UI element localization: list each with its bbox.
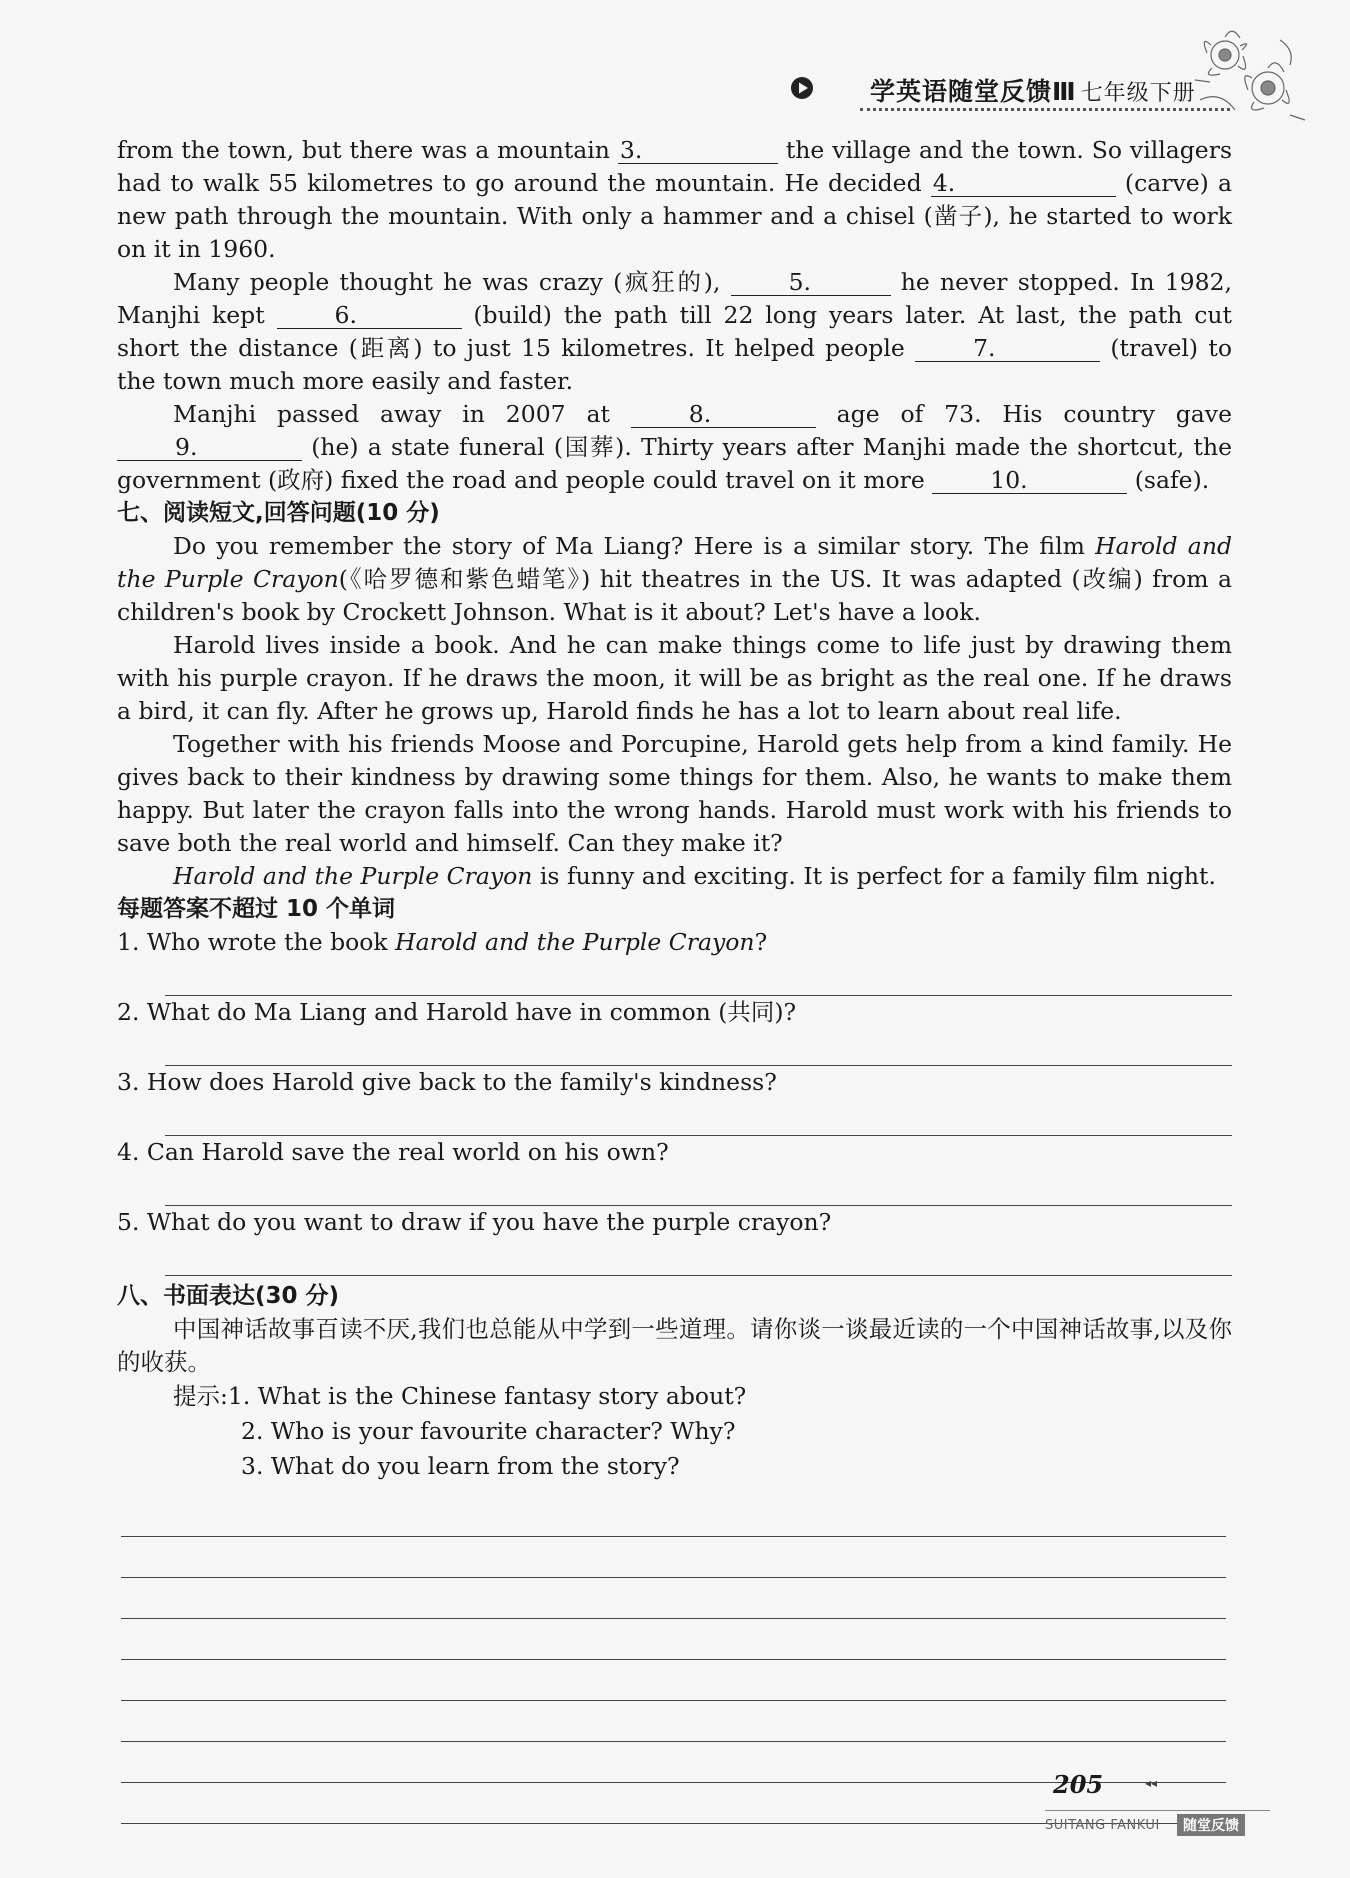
passage-paragraph-3 [117,398,1232,497]
answer-blank-8[interactable] [631,401,816,428]
question-2: 2. What do Ma Liang and Harold have in common (共同)? [117,998,797,1026]
book-title [870,72,1196,108]
answer-blank-7[interactable] [915,335,1100,362]
section-7-heading: 七、阅读短文,回答问题(10 分) [117,500,440,526]
passage-text: age of 73. His country gave [815,400,1232,428]
answer-line-4[interactable] [165,1169,1232,1206]
question-3: 3. How does Harold give back to the family's kindness? [117,1068,777,1096]
worksheet-content [117,134,1232,1824]
writing-hint-2: 2. Who is your favourite character? Why? [241,1417,736,1445]
footer-rule [1045,1810,1270,1811]
passage-text: (travel) to the town much more easily and faster. [117,334,1232,395]
passage-text: (safe). [1127,466,1210,494]
passage-text: he never stopped. In 1982, Manjhi kept [117,268,1232,329]
blank-number: 8. [688,400,712,428]
passage-text: (carve) a new path through the mountain. With only a hammer and a chisel (凿子), he started to work on it in 1960. [117,169,1232,263]
passage-text: (he) a state funeral (国葬). Thirty years after Manjhi made the shortcut, the government (政府) fixed the road and people could travel on it more [117,433,1232,494]
passage-text: Manjhi passed away in 2007 at [173,400,631,428]
question-text: ? [754,928,768,956]
film-title: Harold and the Purple Crayon [173,862,533,890]
blank-number: 3. [619,136,643,164]
writing-line[interactable] [121,1619,1226,1660]
writing-hint-1: 提示:1. What is the Chinese fantasy story about? [173,1382,747,1410]
answer-line-5[interactable] [165,1239,1232,1276]
answer-instruction: 每题答案不超过 10 个单词 [117,896,396,922]
blank-number: 10. [990,466,1028,494]
passage-text: from the town, but there was a mountain [117,136,618,164]
answer-blank-6[interactable] [277,302,462,329]
blank-number: 5. [788,268,811,296]
flower-decoration-icon [1180,20,1310,130]
question-1 [117,926,1232,959]
grade-label: 七年级下册 [1080,81,1196,106]
reading-text: is funny and exciting. It is perfect for a family film night. [532,862,1216,890]
question-4: 4. Can Harold save the real world on his own? [117,1138,669,1166]
blank-number: 4. [932,169,956,197]
writing-line[interactable] [121,1496,1226,1537]
answer-blank-4[interactable] [931,170,1116,197]
passage-text: the village and the town. So villagers had to walk 55 kilometres to go around the mountain. He decided [117,136,1233,197]
question-text: 1. Who wrote the book [117,928,396,956]
reading-paragraph-1 [117,530,1232,629]
passage-text: (build) the path till 22 long years later. At last, the path cut short the distance (距离) to just 15 kilometres. It helped people [117,301,1232,362]
answer-blank-3[interactable] [618,137,778,164]
book-title-italic: Harold and the Purple Crayon [395,928,755,956]
blank-number: 6. [334,301,357,329]
page-number: 205 [1053,1770,1104,1799]
back-arrows-icon: ◂◂ [1145,1776,1158,1790]
passage-paragraph-1 [117,134,1232,266]
blank-number: 9. [175,433,198,461]
reading-paragraph-3: Together with his friends Moose and Porcupine, Harold gets help from a kind family. He gives back to their kindness by drawing some things for them. Also, he wants to make them happy. But later the crayon falls into the wrong hands. Harold must work with his friends to save both the real world and himself. Can they make it? [117,730,1232,857]
section-8-heading: 八、书面表达(30 分) [117,1283,340,1309]
passage-text: Many people thought he was crazy (疯狂的), [173,268,731,296]
writing-line[interactable] [121,1701,1226,1742]
passage-paragraph-2 [117,266,1232,398]
answer-line-3[interactable] [165,1099,1232,1136]
play-circle-icon [790,76,814,100]
book-title-text: 学英语随堂反馈Ⅲ [870,77,1077,106]
writing-prompt: 中国神话故事百读不厌,我们也总能从中学到一些道理。请你谈一谈最近读的一个中国神话故事,以及你的收获。 [117,1315,1232,1376]
answer-blank-5[interactable] [731,269,891,296]
reading-text: (《哈罗德和紫色蜡笔》) hit theatres in the US. It was adapted (改编) from a children's book by Crockett Johnson. What is it about? Let's have a look. [117,565,1232,626]
footer-pinyin: SUITANG FANKUI [1045,1818,1160,1833]
reading-paragraph-4 [117,860,1232,893]
reading-text: Do you remember the story of Ma Liang? Here is a similar story. The film [173,532,1096,560]
answer-line-1[interactable] [165,959,1232,996]
question-5: 5. What do you want to draw if you have the purple crayon? [117,1208,832,1236]
writing-hint-3: 3. What do you learn from the story? [241,1452,680,1480]
blank-number: 7. [973,334,996,362]
reading-paragraph-2: Harold lives inside a book. And he can make things come to life just by drawing them with his purple crayon. If he draws the moon, it will be as bright as the real one. If he draws a bird, it can fly. After he grows up, Harold finds he has a lot to learn about real life. [117,631,1232,725]
page-footer [1045,1770,1285,1860]
header-dotted-rule [860,108,1230,111]
footer-tag: 随堂反馈 [1177,1814,1245,1836]
writing-line[interactable] [121,1537,1226,1578]
film-title: Harold and the Purple Crayon [117,532,1232,593]
answer-blank-10[interactable] [932,467,1127,494]
writing-line[interactable] [121,1578,1226,1619]
answer-blank-9[interactable] [117,434,302,461]
writing-line[interactable] [121,1660,1226,1701]
page-header [790,70,1230,110]
answer-line-2[interactable] [165,1029,1232,1066]
